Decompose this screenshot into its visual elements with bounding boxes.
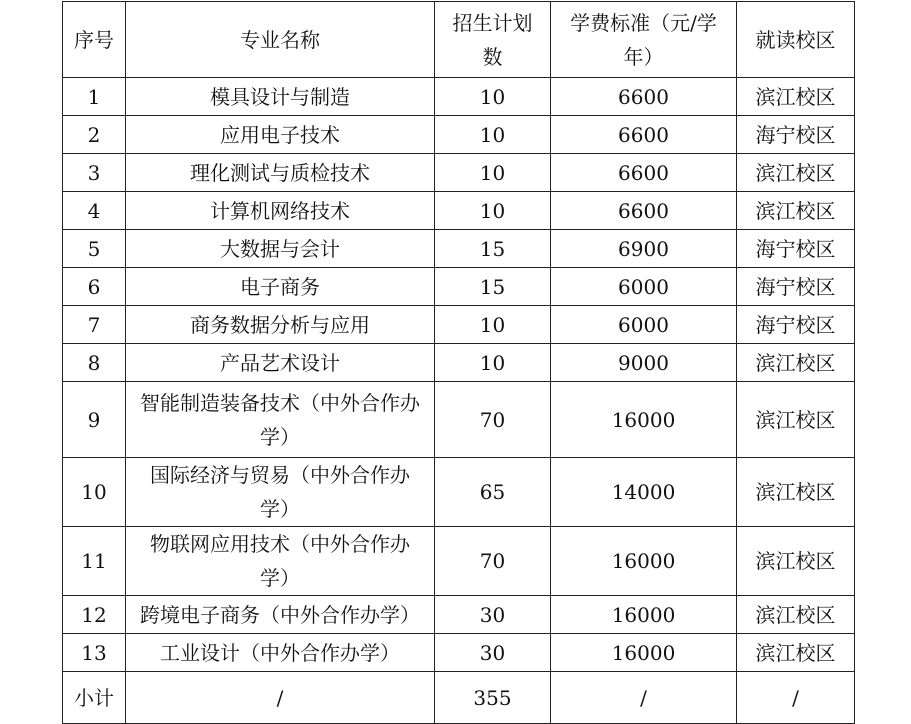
table-row: [63, 344, 855, 382]
row-fee: 14000: [551, 458, 737, 527]
row-index: 10: [63, 458, 126, 527]
row-major: 大数据与会计: [126, 230, 435, 268]
row-index: 9: [63, 382, 126, 458]
row-index: 2: [63, 116, 126, 154]
row-plan: 30: [435, 596, 551, 634]
row-index: 13: [63, 634, 126, 672]
row-index: 1: [63, 78, 126, 116]
row-plan: 15: [435, 268, 551, 306]
row-major: 产品艺术设计: [126, 344, 435, 382]
row-index: 12: [63, 596, 126, 634]
row-plan: 10: [435, 78, 551, 116]
row-fee: 16000: [551, 634, 737, 672]
row-fee: 6600: [551, 154, 737, 192]
row-index: 4: [63, 192, 126, 230]
row-campus: 滨江校区: [737, 344, 855, 382]
table-row: [63, 596, 855, 634]
row-plan: 65: [435, 458, 551, 527]
header-fee: 学费标准（元/学年）: [551, 2, 737, 78]
row-campus: 滨江校区: [737, 154, 855, 192]
subtotal-fee: /: [551, 672, 737, 724]
row-fee: 6600: [551, 116, 737, 154]
row-index: 6: [63, 268, 126, 306]
row-plan: 10: [435, 192, 551, 230]
subtotal-campus: /: [737, 672, 855, 724]
row-index: 7: [63, 306, 126, 344]
row-major: 商务数据分析与应用: [126, 306, 435, 344]
row-plan: 10: [435, 154, 551, 192]
row-fee: 16000: [551, 527, 737, 596]
row-fee: 16000: [551, 382, 737, 458]
subtotal-major: /: [126, 672, 435, 724]
row-index: 8: [63, 344, 126, 382]
row-campus: 海宁校区: [737, 116, 855, 154]
row-major: 计算机网络技术: [126, 192, 435, 230]
table-row: [63, 154, 855, 192]
row-fee: 6900: [551, 230, 737, 268]
row-major: 国际经济与贸易（中外合作办学）: [126, 458, 435, 527]
row-campus: 滨江校区: [737, 596, 855, 634]
row-plan: 10: [435, 116, 551, 154]
table-row: [63, 306, 855, 344]
table-row: [63, 458, 855, 527]
row-index: 11: [63, 527, 126, 596]
row-campus: 海宁校区: [737, 306, 855, 344]
row-campus: 滨江校区: [737, 78, 855, 116]
table-row: [63, 78, 855, 116]
enrollment-plan-table: [62, 1, 855, 724]
row-fee: 16000: [551, 596, 737, 634]
row-fee: 6000: [551, 306, 737, 344]
row-major: 智能制造装备技术（中外合作办学）: [126, 382, 435, 458]
subtotal-plan: 355: [435, 672, 551, 724]
table-row: [63, 192, 855, 230]
row-campus: 海宁校区: [737, 230, 855, 268]
row-fee: 6600: [551, 78, 737, 116]
row-campus: 海宁校区: [737, 268, 855, 306]
row-major: 应用电子技术: [126, 116, 435, 154]
row-plan: 10: [435, 344, 551, 382]
table-row: [63, 268, 855, 306]
table-row: [63, 634, 855, 672]
row-major: 理化测试与质检技术: [126, 154, 435, 192]
row-campus: 滨江校区: [737, 527, 855, 596]
row-index: 3: [63, 154, 126, 192]
row-plan: 30: [435, 634, 551, 672]
row-campus: 滨江校区: [737, 192, 855, 230]
table-row: [63, 116, 855, 154]
row-major: 跨境电子商务（中外合作办学）: [126, 596, 435, 634]
table-row: [63, 527, 855, 596]
row-plan: 70: [435, 382, 551, 458]
row-campus: 滨江校区: [737, 634, 855, 672]
subtotal-row: [63, 672, 855, 724]
row-major: 工业设计（中外合作办学）: [126, 634, 435, 672]
row-campus: 滨江校区: [737, 458, 855, 527]
row-major: 物联网应用技术（中外合作办学）: [126, 527, 435, 596]
subtotal-label: 小计: [63, 672, 126, 724]
row-plan: 70: [435, 527, 551, 596]
row-index: 5: [63, 230, 126, 268]
row-plan: 10: [435, 306, 551, 344]
header-major: 专业名称: [126, 2, 435, 78]
row-plan: 15: [435, 230, 551, 268]
header-index: 序号: [63, 2, 126, 78]
table-row: [63, 382, 855, 458]
row-fee: 9000: [551, 344, 737, 382]
table-header-row: [63, 2, 855, 78]
row-campus: 滨江校区: [737, 382, 855, 458]
row-major: 电子商务: [126, 268, 435, 306]
row-fee: 6600: [551, 192, 737, 230]
table-row: [63, 230, 855, 268]
header-plan: 招生计划数: [435, 2, 551, 78]
row-major: 模具设计与制造: [126, 78, 435, 116]
row-fee: 6000: [551, 268, 737, 306]
header-campus: 就读校区: [737, 2, 855, 78]
